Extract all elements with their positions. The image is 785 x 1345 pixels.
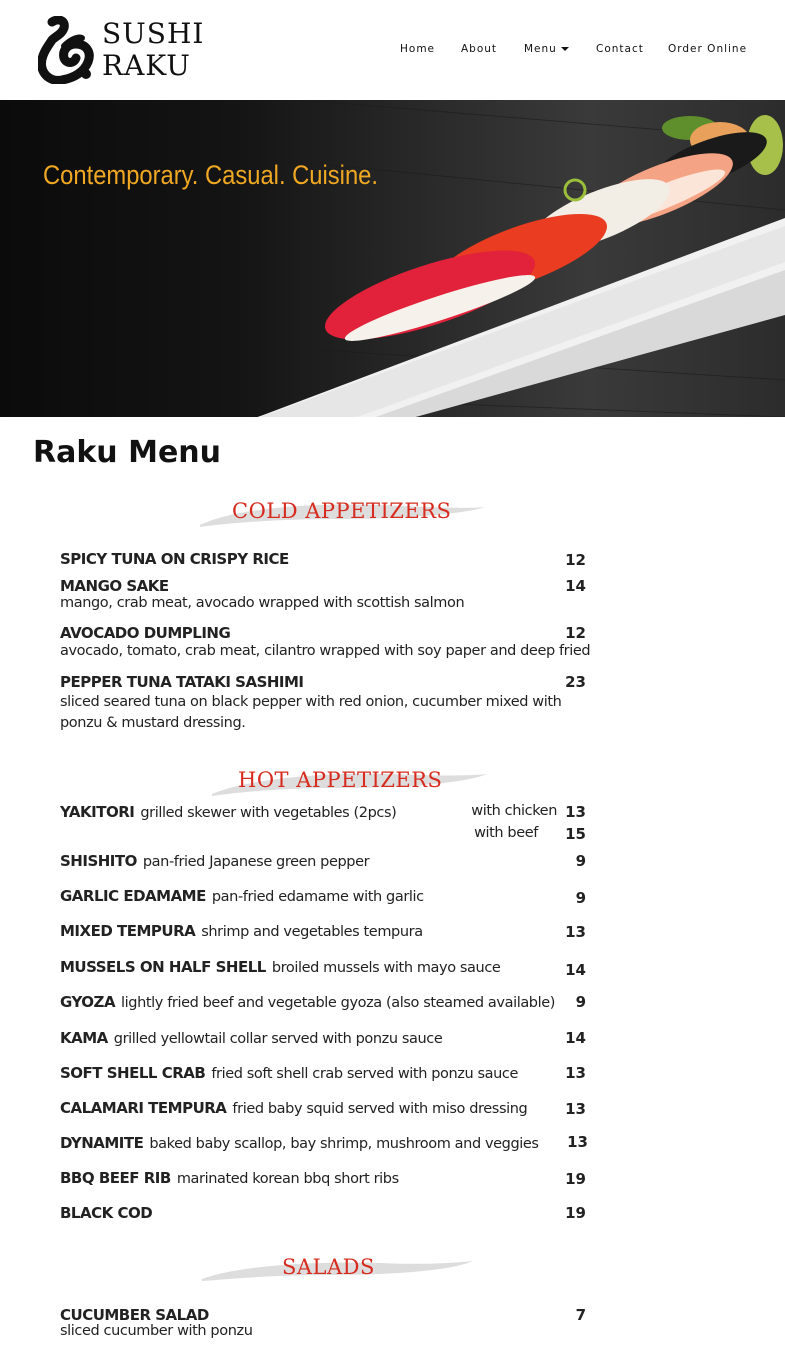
- nav-order-online[interactable]: Order Online: [668, 43, 748, 55]
- menu-item-description: shrimp and vegetables tempura: [201, 924, 423, 940]
- menu-item-variant: with beef: [474, 825, 538, 841]
- menu-item-description: grilled skewer with vegetables (2pcs): [140, 805, 397, 821]
- menu-item-price: 13: [567, 1133, 588, 1151]
- menu-item-name-text: MUSSELS ON HALF SHELL: [60, 958, 266, 976]
- section-title: COLD APPETIZERS: [232, 499, 452, 523]
- menu-item-name-text: SOFT SHELL CRAB: [60, 1064, 206, 1082]
- menu-item-name: [60, 852, 369, 870]
- menu-item-description: fried baby squid served with miso dressing: [232, 1101, 528, 1117]
- menu-item-description: sliced cucumber with ponzu: [60, 1323, 253, 1339]
- menu-item-name: PEPPER TUNA TATAKI SASHIMI: [60, 673, 304, 691]
- menu-item-price: 19: [565, 1204, 586, 1222]
- menu-item-name-text: SHISHITO: [60, 852, 137, 870]
- section-header-salads: [200, 1253, 475, 1289]
- nav-about[interactable]: About: [461, 43, 498, 55]
- menu-item-price: 14: [565, 1029, 586, 1047]
- menu-item-name-text: GARLIC EDAMAME: [60, 887, 206, 905]
- menu-item-price: 9: [575, 993, 586, 1011]
- menu-item-name: [60, 803, 396, 821]
- site-logo[interactable]: [38, 16, 205, 84]
- hero-tagline: Contemporary. Casual. Cuisine.: [43, 160, 378, 190]
- menu-item-description: avocado, tomato, crab meat, cilantro wrapped with soy paper and deep fried: [60, 643, 591, 659]
- hero-banner: [0, 100, 785, 417]
- menu-item-name: [60, 1169, 399, 1187]
- chevron-down-icon: [561, 47, 569, 51]
- menu-item-price: 19: [565, 1170, 586, 1188]
- section-title: SALADS: [282, 1255, 375, 1279]
- menu-item-price: 13: [565, 1100, 586, 1118]
- nav-contact[interactable]: Contact: [596, 43, 644, 55]
- menu-item-description: ponzu & mustard dressing.: [60, 715, 246, 731]
- menu-item-name: SPICY TUNA ON CRISPY RICE: [60, 550, 289, 568]
- menu-item-price: 14: [565, 577, 586, 595]
- raku-brush-logo-icon: [38, 16, 94, 84]
- menu-item-name-text: DYNAMITE: [60, 1134, 144, 1152]
- menu-item-name: [60, 1099, 527, 1117]
- menu-item-price: 7: [575, 1306, 586, 1324]
- menu-item-price: 13: [565, 1064, 586, 1082]
- menu-item-description: mango, crab meat, avocado wrapped with scottish salmon: [60, 595, 465, 611]
- menu-item-name-text: GYOZA: [60, 993, 116, 1011]
- brand-line-1: SUSHI: [102, 17, 205, 50]
- menu-item-description: lightly fried beef and vegetable gyoza (also steamed available): [121, 995, 556, 1011]
- nav-menu-label: Menu: [524, 43, 557, 55]
- menu-item-description: grilled yellowtail collar served with ponzu sauce: [113, 1031, 443, 1047]
- menu-item-name: [60, 1134, 539, 1152]
- menu-item-price: 13: [565, 923, 586, 941]
- menu-item-name: CUCUMBER SALAD: [60, 1306, 209, 1324]
- menu-item-name: [60, 1064, 518, 1082]
- section-title: HOT APPETIZERS: [238, 768, 443, 792]
- menu-item-price: 15: [565, 825, 586, 843]
- menu-item-description: pan-fried Japanese green pepper: [142, 854, 370, 870]
- menu-item-name: [60, 887, 424, 905]
- page-title: Raku Menu: [33, 435, 222, 470]
- menu-item-name: AVOCADO DUMPLING: [60, 624, 231, 642]
- menu-item-name-text: KAMA: [60, 1029, 108, 1047]
- menu-item-price: 9: [575, 889, 586, 907]
- section-header-cold-appetizers: [198, 497, 488, 533]
- section-header-hot-appetizers: [210, 766, 490, 802]
- menu-item-description: broiled mussels with mayo sauce: [271, 960, 501, 976]
- menu-item-price: 12: [565, 624, 586, 642]
- brand-line-2: RAKU: [102, 49, 191, 82]
- site-header: [0, 0, 785, 100]
- nav-home[interactable]: Home: [400, 43, 436, 55]
- menu-item-description: fried soft shell crab served with ponzu sauce: [211, 1066, 518, 1082]
- menu-item-name-text: CALAMARI TEMPURA: [60, 1099, 227, 1117]
- menu-item-name: BLACK COD: [60, 1204, 153, 1222]
- sushi-plate-illustration: [0, 100, 785, 417]
- menu-item-name: MANGO SAKE: [60, 577, 169, 595]
- menu-item-price: 13: [565, 803, 586, 821]
- menu-item-variant: with chicken: [471, 803, 557, 819]
- menu-item-name: [60, 958, 500, 976]
- brand-name: [102, 18, 204, 82]
- menu-item-description: baked baby scallop, bay shrimp, mushroom and veggies: [149, 1136, 539, 1152]
- menu-item-price: 14: [565, 961, 586, 979]
- menu-item-name: [60, 922, 423, 940]
- menu-item-price: 9: [575, 852, 586, 870]
- menu-item-description: pan-fried edamame with garlic: [211, 889, 424, 905]
- nav-menu[interactable]: [524, 43, 569, 55]
- menu-item-description: sliced seared tuna on black pepper with red onion, cucumber mixed with: [60, 694, 562, 710]
- menu-item-description: marinated korean bbq short ribs: [176, 1171, 399, 1187]
- menu-item-name-text: BBQ BEEF RIB: [60, 1169, 171, 1187]
- menu-item-name-text: YAKITORI: [60, 803, 135, 821]
- menu-item-price: 23: [565, 673, 586, 691]
- menu-item-price: 12: [565, 551, 586, 569]
- menu-item-name: [60, 1029, 442, 1047]
- menu-item-name-text: MIXED TEMPURA: [60, 922, 196, 940]
- menu-item-name: [60, 993, 555, 1011]
